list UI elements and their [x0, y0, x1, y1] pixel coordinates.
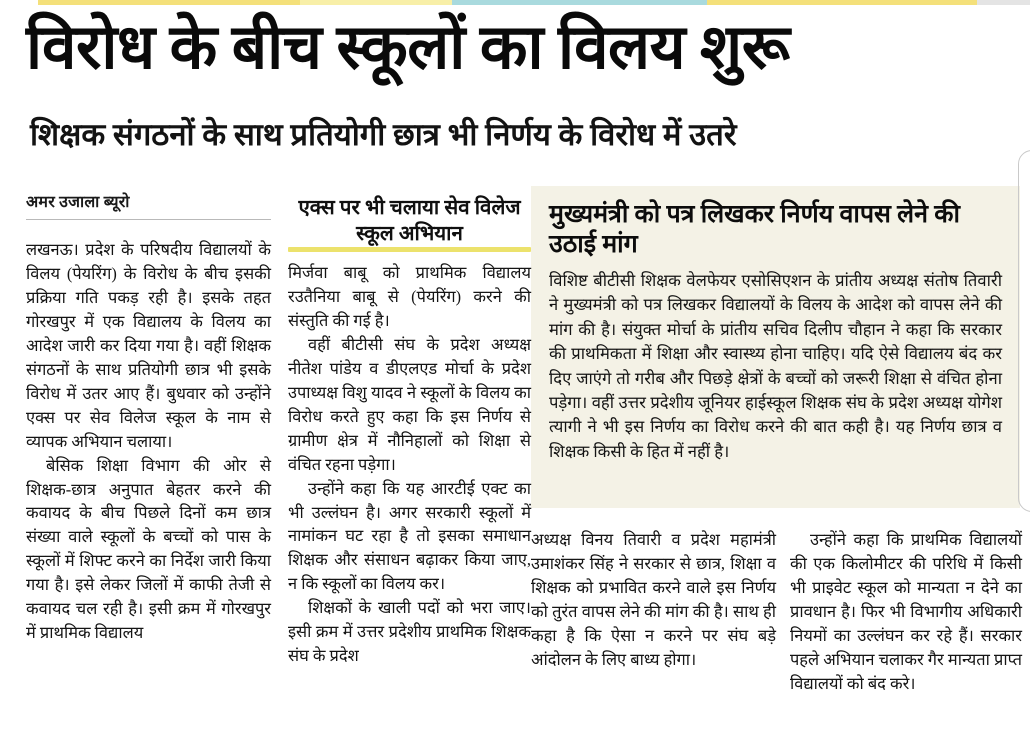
- strip-segment-cyan: [452, 0, 707, 5]
- callout-body: विशिष्ट बीटीसी शिक्षक वेलफेयर एसोसिएशन के प्रांतीय अध्यक्ष संतोष तिवारी ने मुख्यमंत्री को पत्र लिखकर विद्यालयों के विलय के आदेश को वापस लेने की मांग की है। संयुक्त मोर्चा के प्रांतीय सचिव दिलीप चौहान ने कहा कि सरकार की प्राथमिकता में शिक्षा और स्वास्थ्य होना चाहिए। यदि ऐसे विद्यालय बंद कर दिए जाएंगे तो गरीब और पिछड़े क्षेत्रों के बच्चों को जरूरी शिक्षा से वंचित होना पड़ेगा। वहीं उत्तर प्रदेशीय जूनियर हाईस्कूल शिक्षक संघ के प्रदेश अध्यक्ष योगेश त्यागी ने भी इस निर्णय का विरोध करने की बात कही है। यह निर्णय छात्र व शिक्षक किसी के हित में नहीं है।: [549, 271, 1002, 461]
- byline: अमर उजाला ब्यूरो: [26, 194, 130, 211]
- article-column-4: [790, 528, 1022, 696]
- strip-segment-gray: [977, 0, 1030, 5]
- article-column-3: [531, 528, 776, 672]
- page-edge-artifact: [1018, 150, 1030, 512]
- strip-segment-yellow-right: [707, 0, 977, 5]
- strip-segment-yellow-left: [38, 0, 300, 5]
- strip-segment-white: [0, 0, 38, 5]
- subheadline: शिक्षक संगठनों के साथ प्रतियोगी छात्र भी निर्णय के विरोध में उतरे: [30, 117, 737, 152]
- byline-divider: [26, 219, 271, 220]
- paragraph: मिर्जवा बाबू को प्राथमिक विद्यालय रउतैनिया बाबू से (पेयरिंग) करने की संस्तुति की गई है।: [288, 263, 531, 330]
- top-color-strip: [0, 0, 1030, 5]
- callout-title: मुख्यमंत्री को पत्र लिखकर निर्णय वापस लेने की उठाई मांग: [549, 201, 960, 258]
- paragraph: उन्होंने कहा कि प्राथमिक विद्यालयों की एक किलोमीटर की परिधि में किसी भी प्राइवेट स्कूल को मान्यता न देने का प्रावधान है। फिर भी विभागीय अधिकारी नियमों का उल्लंघन कर रहे हैं। सरकार पहले अभियान चलाकर गैर मान्यता प्राप्त विद्यालयों को बंद करे।: [790, 530, 1022, 693]
- article-column-2: [288, 261, 531, 668]
- paragraph: अध्यक्ष विनय तिवारी व प्रदेश महामंत्री उमाशंकर सिंह ने सरकार से छात्र, शिक्षा व शिक्षक को प्रभावित करने वाले इस निर्णय को तुरंत वापस लेने की मांग की है। साथ ही कहा है कि ऐसा न करने पर संघ बड़े आंदोलन के लिए बाध्य होगा।: [531, 530, 776, 669]
- page-title: विरोध के बीच स्कूलों का विलय शुरू: [26, 14, 790, 82]
- callout-box: [531, 186, 1020, 508]
- paragraph: शिक्षकों के खाली पदों को भरा जाए। इसी क्रम में उत्तर प्रदेशीय प्राथमिक शिक्षक संघ के प्रदेश: [288, 598, 531, 666]
- strip-segment-pale-yellow: [300, 0, 452, 5]
- paragraph: उन्होंने कहा कि यह आरटीई एक्ट का भी उल्लंघन है। अगर सरकारी स्कूलों में नामांकन घट रहा है तो इसका समाधान शिक्षक और संसाधन बढ़ाकर किया जाए, न कि स्कूलों का विलय कर।: [288, 478, 531, 594]
- article-column-1: [26, 238, 271, 645]
- section-kicker-heading: एक्स पर भी चलाया सेव विलेज स्कूल अभियान: [298, 197, 521, 245]
- paragraph: लखनऊ। प्रदेश के परिषदीय विद्यालयों के विलय (पेयरिंग) के विरोध के बीच इसकी प्रक्रिया गति पकड़ रही है। इसके तहत गोरखपुर में एक विद्यालय के विलय का आदेश जारी कर दिया गया है। वहीं शिक्षक संगठनों के साथ प्रतियोगी छात्र भी इसके विरोध में उतर आए हैं। बुधवार को उन्होंने एक्स पर सेव विलेज स्कूल के नाम से व्यापक अभियान चलाया।: [26, 240, 271, 451]
- paragraph: बेसिक शिक्षा विभाग की ओर से शिक्षक-छात्र अनुपात बेहतर करने की कवायद के बीच पिछले दिनों कम छात्र संख्या वाले स्कूलों के बच्चों को पास के स्कूलों में शिफ्ट करने का निर्देश जारी किया गया है। इसे लेकर जिलों में काफी तेजी से कवायद चल रही है। इसी क्रम में गोरखपुर में प्राथमिक विद्यालय: [26, 455, 271, 643]
- paragraph: वहीं बीटीसी संघ के प्रदेश अध्यक्ष नीतेश पांडेय व डीएलएड मोर्चा के प्रदेश उपाध्यक्ष विशु यादव ने स्कूलों के विलय का विरोध करते हुए कहा कि इस निर्णय से ग्रामीण क्षेत्र में नौनिहालों को शिक्षा से वंचित रहना पड़ेगा।: [288, 334, 531, 474]
- kicker-accent-rule: [288, 247, 531, 252]
